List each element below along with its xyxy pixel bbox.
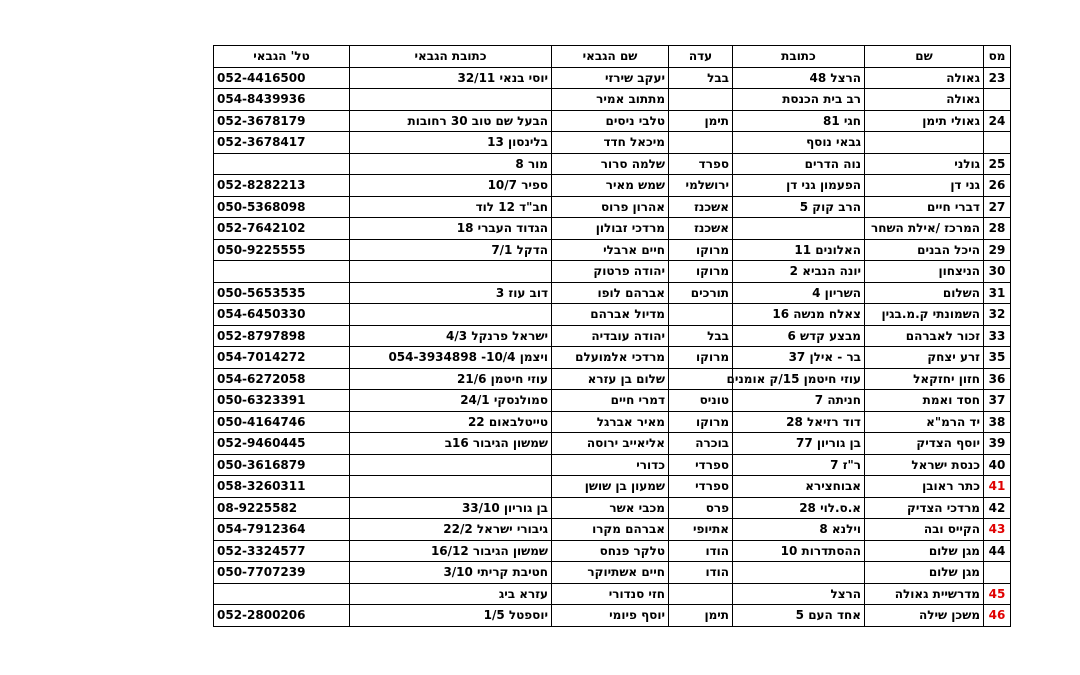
- row-num: 45: [984, 583, 1011, 605]
- row-gabai-phone: 050-5653535: [214, 282, 350, 304]
- row-name: גאולה: [865, 89, 984, 111]
- row-gabai-phone: 050-4164746: [214, 411, 350, 433]
- table-row: [214, 175, 1011, 197]
- row-gabai-phone: 08-9225582: [214, 497, 350, 519]
- row-gabai-name: אברהם לופו: [552, 282, 669, 304]
- header-name: שם: [865, 46, 984, 68]
- row-eda: ירושלמי: [669, 175, 733, 197]
- row-gabai-name: אליאייב ירוסה: [552, 433, 669, 455]
- row-eda: [669, 368, 733, 390]
- row-gabai-name: שלמה סרור: [552, 153, 669, 175]
- row-gabai-name: מאיר אברגל: [552, 411, 669, 433]
- row-gabai-address: ויצמן 10/4- 054-3934898: [350, 347, 552, 369]
- row-address: ההסתדרות 10: [733, 540, 865, 562]
- row-gabai-name: חזי סנדורי: [552, 583, 669, 605]
- row-name: המרכז /אילת השחר: [865, 218, 984, 240]
- row-gabai-phone: 054-6450330: [214, 304, 350, 326]
- row-name: זכור לאברהם: [865, 325, 984, 347]
- header-row: [214, 46, 1011, 68]
- table-row: [214, 261, 1011, 283]
- row-address: האלונים 11: [733, 239, 865, 261]
- row-gabai-address: טייטלבאום 22: [350, 411, 552, 433]
- row-name: השמונתי ק.מ.בגין: [865, 304, 984, 326]
- row-gabai-phone: 052-7642102: [214, 218, 350, 240]
- table-row: [214, 89, 1011, 111]
- row-num: 35: [984, 347, 1011, 369]
- table-row: [214, 153, 1011, 175]
- row-gabai-phone: 054-7912364: [214, 519, 350, 541]
- row-eda: מרוקו: [669, 347, 733, 369]
- row-eda: בבל: [669, 325, 733, 347]
- synagogue-table: [213, 45, 1011, 627]
- row-eda: מרוקו: [669, 261, 733, 283]
- row-gabai-address: יוסי בנאי 32/11: [350, 67, 552, 89]
- row-gabai-address: דוב עוז 3: [350, 282, 552, 304]
- row-gabai-phone: 058-3260311: [214, 476, 350, 498]
- row-name: גולני: [865, 153, 984, 175]
- row-name: מרדכי הצדיק: [865, 497, 984, 519]
- row-gabai-name: שלום בן עזרא: [552, 368, 669, 390]
- row-gabai-phone: 050-9225555: [214, 239, 350, 261]
- row-gabai-name: מרדכי זבולון: [552, 218, 669, 240]
- row-gabai-name: מדיול אברהם: [552, 304, 669, 326]
- row-num: [984, 562, 1011, 584]
- row-gabai-name: דמרי חיים: [552, 390, 669, 412]
- row-gabai-name: שמעון בן שושן: [552, 476, 669, 498]
- row-eda: טוניס: [669, 390, 733, 412]
- table-row: [214, 368, 1011, 390]
- row-eda: בוכרה: [669, 433, 733, 455]
- row-num: 28: [984, 218, 1011, 240]
- row-eda: תימן: [669, 605, 733, 627]
- row-gabai-phone: [214, 583, 350, 605]
- row-name: חסד ואמת: [865, 390, 984, 412]
- row-name: מדרשיית גאולה: [865, 583, 984, 605]
- row-name: הקייס ובה: [865, 519, 984, 541]
- table-row: [214, 347, 1011, 369]
- row-gabai-name: שמש מאיר: [552, 175, 669, 197]
- table-row: [214, 411, 1011, 433]
- table-row: [214, 282, 1011, 304]
- row-address: אחד העם 5: [733, 605, 865, 627]
- row-eda: מרוקו: [669, 411, 733, 433]
- row-eda: [669, 583, 733, 605]
- row-name: חזון יחזקאל: [865, 368, 984, 390]
- row-num: 27: [984, 196, 1011, 218]
- row-name: השלום: [865, 282, 984, 304]
- row-eda: ספרדי: [669, 454, 733, 476]
- row-eda: הודו: [669, 540, 733, 562]
- table-row: [214, 132, 1011, 154]
- row-gabai-address: ישראל פרנקל 4/3: [350, 325, 552, 347]
- row-num: 26: [984, 175, 1011, 197]
- header-gabai-phone: טל' הגבאי: [214, 46, 350, 68]
- row-eda: ספרד: [669, 153, 733, 175]
- table-row: [214, 218, 1011, 240]
- row-num: [984, 89, 1011, 111]
- table-row: [214, 583, 1011, 605]
- row-eda: בבל: [669, 67, 733, 89]
- row-gabai-phone: 050-6323391: [214, 390, 350, 412]
- row-gabai-address: שמשון הגיבור 16/12: [350, 540, 552, 562]
- row-name: משכן שילה: [865, 605, 984, 627]
- row-address: בן גוריון 77: [733, 433, 865, 455]
- table-row: [214, 110, 1011, 132]
- row-gabai-address: שמשון הגיבור 16ב: [350, 433, 552, 455]
- row-name: יד הרמ"א: [865, 411, 984, 433]
- row-gabai-address: סמולנסקי 24/1: [350, 390, 552, 412]
- row-gabai-address: יוספטל 1/5: [350, 605, 552, 627]
- row-gabai-address: [350, 261, 552, 283]
- row-eda: אשכנז: [669, 218, 733, 240]
- row-num: 31: [984, 282, 1011, 304]
- row-name: מגן שלום: [865, 540, 984, 562]
- table-row: [214, 497, 1011, 519]
- row-gabai-address: מור 8: [350, 153, 552, 175]
- row-num: 30: [984, 261, 1011, 283]
- row-address: צאלח מנשה 16: [733, 304, 865, 326]
- row-gabai-name: אהרון פרוס: [552, 196, 669, 218]
- row-num: 33: [984, 325, 1011, 347]
- row-num: 29: [984, 239, 1011, 261]
- row-eda: הודו: [669, 562, 733, 584]
- row-name: היכל הבנים: [865, 239, 984, 261]
- row-address: א.ס.לוי 28: [733, 497, 865, 519]
- row-gabai-name: יהודה פרטוק: [552, 261, 669, 283]
- row-name: גאולה: [865, 67, 984, 89]
- row-name: כתר ראובן: [865, 476, 984, 498]
- row-name: דברי חיים: [865, 196, 984, 218]
- table-row: [214, 519, 1011, 541]
- row-gabai-phone: 052-3324577: [214, 540, 350, 562]
- row-gabai-address: חב"ד 12 לוד: [350, 196, 552, 218]
- row-gabai-phone: 052-3678417: [214, 132, 350, 154]
- table-row: [214, 67, 1011, 89]
- row-num: 40: [984, 454, 1011, 476]
- row-gabai-name: טלבי ניסים: [552, 110, 669, 132]
- row-address: הפעמון גני דן: [733, 175, 865, 197]
- row-address: הרב קוק 5: [733, 196, 865, 218]
- row-address: דוד רזיאל 28: [733, 411, 865, 433]
- row-address: [733, 562, 865, 584]
- row-eda: מרוקו: [669, 239, 733, 261]
- row-eda: אתיופי: [669, 519, 733, 541]
- row-name: זרע יצחק: [865, 347, 984, 369]
- row-gabai-phone: 054-8439936: [214, 89, 350, 111]
- row-gabai-phone: 050-3616879: [214, 454, 350, 476]
- row-address: בר - אילן 37: [733, 347, 865, 369]
- row-gabai-address: חטיבת קריתי 3/10: [350, 562, 552, 584]
- row-gabai-address: עוזי חיטמן 21/6: [350, 368, 552, 390]
- row-gabai-phone: 052-8797898: [214, 325, 350, 347]
- table-row: [214, 325, 1011, 347]
- row-num: 38: [984, 411, 1011, 433]
- row-gabai-address: [350, 476, 552, 498]
- row-gabai-phone: [214, 261, 350, 283]
- row-gabai-name: אברהם מקרו: [552, 519, 669, 541]
- row-gabai-address: הגדוד העברי 18: [350, 218, 552, 240]
- row-name: יוסף הצדיק: [865, 433, 984, 455]
- row-address: הרצל 48: [733, 67, 865, 89]
- row-gabai-address: בן גוריון 33/10: [350, 497, 552, 519]
- row-eda: אשכנז: [669, 196, 733, 218]
- row-gabai-address: ספיר 10/7: [350, 175, 552, 197]
- row-gabai-name: יהודה עובדיה: [552, 325, 669, 347]
- row-gabai-phone: 050-7707239: [214, 562, 350, 584]
- table-row: [214, 390, 1011, 412]
- row-num: 37: [984, 390, 1011, 412]
- row-eda: תורכים: [669, 282, 733, 304]
- table-row: [214, 433, 1011, 455]
- row-name: הניצחון: [865, 261, 984, 283]
- row-gabai-name: מתתוב אמיר: [552, 89, 669, 111]
- row-num: 23: [984, 67, 1011, 89]
- row-num: 41: [984, 476, 1011, 498]
- row-gabai-name: חיים ארבלי: [552, 239, 669, 261]
- row-num: 24: [984, 110, 1011, 132]
- row-address: וילנא 8: [733, 519, 865, 541]
- row-gabai-name: יוסף פיומי: [552, 605, 669, 627]
- header-eda: עדה: [669, 46, 733, 68]
- table-row: [214, 454, 1011, 476]
- row-eda: [669, 132, 733, 154]
- row-gabai-address: גיבורי ישראל 22/2: [350, 519, 552, 541]
- row-name: גאולי תימן: [865, 110, 984, 132]
- row-address: גבאי נוסף: [733, 132, 865, 154]
- row-gabai-phone: 054-7014272: [214, 347, 350, 369]
- header-gabai-name: שם הגבאי: [552, 46, 669, 68]
- row-num: [984, 132, 1011, 154]
- row-gabai-name: מיכאל חדד: [552, 132, 669, 154]
- header-address: כתובת: [733, 46, 865, 68]
- header-gabai-address: כתובת הגבאי: [350, 46, 552, 68]
- table-row: [214, 562, 1011, 584]
- row-num: 42: [984, 497, 1011, 519]
- row-address: מבצע קדש 6: [733, 325, 865, 347]
- row-eda: ספרדי: [669, 476, 733, 498]
- row-num: 43: [984, 519, 1011, 541]
- row-name: גני דן: [865, 175, 984, 197]
- row-gabai-address: [350, 304, 552, 326]
- table-row: [214, 196, 1011, 218]
- row-num: 32: [984, 304, 1011, 326]
- row-gabai-name: מכבי אשר: [552, 497, 669, 519]
- row-gabai-address: עזרא ביג: [350, 583, 552, 605]
- row-gabai-phone: 052-3678179: [214, 110, 350, 132]
- row-address: השריון 4: [733, 282, 865, 304]
- row-address: אבוחצירא: [733, 476, 865, 498]
- row-address: ר"ז 7: [733, 454, 865, 476]
- row-address: עוזי חיטמן 15/ק אומנים: [733, 368, 865, 390]
- row-gabai-phone: 052-8282213: [214, 175, 350, 197]
- row-num: 25: [984, 153, 1011, 175]
- row-gabai-phone: 050-5368098: [214, 196, 350, 218]
- row-eda: [669, 89, 733, 111]
- row-num: 46: [984, 605, 1011, 627]
- row-gabai-phone: 054-6272058: [214, 368, 350, 390]
- row-name: [865, 132, 984, 154]
- row-gabai-phone: [214, 153, 350, 175]
- row-gabai-address: [350, 89, 552, 111]
- row-address: חניתה 7: [733, 390, 865, 412]
- row-name: מגן שלום: [865, 562, 984, 584]
- row-address: נוה הדרים: [733, 153, 865, 175]
- header-num: מס: [984, 46, 1011, 68]
- row-gabai-address: הבעל שם טוב 30 רחובות: [350, 110, 552, 132]
- row-eda: [669, 304, 733, 326]
- row-gabai-name: כדורי: [552, 454, 669, 476]
- row-num: 39: [984, 433, 1011, 455]
- row-gabai-phone: 052-2800206: [214, 605, 350, 627]
- row-gabai-name: חיים אשתיוקר: [552, 562, 669, 584]
- row-gabai-phone: 052-9460445: [214, 433, 350, 455]
- row-address: יונה הנביא 2: [733, 261, 865, 283]
- row-eda: פרס: [669, 497, 733, 519]
- table-row: [214, 476, 1011, 498]
- row-name: כנסת ישראל: [865, 454, 984, 476]
- row-address: הרצל: [733, 583, 865, 605]
- row-address: [733, 218, 865, 240]
- row-gabai-address: הדקל 7/1: [350, 239, 552, 261]
- row-gabai-name: מרדכי אלמועלם: [552, 347, 669, 369]
- row-address: חגי 81: [733, 110, 865, 132]
- table-row: [214, 540, 1011, 562]
- row-gabai-name: טלקר פנחס: [552, 540, 669, 562]
- table-row: [214, 239, 1011, 261]
- row-gabai-name: יעקב שירזי: [552, 67, 669, 89]
- row-address: רב בית הכנסת: [733, 89, 865, 111]
- table-row: [214, 304, 1011, 326]
- row-gabai-address: [350, 454, 552, 476]
- row-num: 44: [984, 540, 1011, 562]
- row-gabai-phone: 052-4416500: [214, 67, 350, 89]
- row-gabai-address: בלינסון 13: [350, 132, 552, 154]
- row-eda: תימן: [669, 110, 733, 132]
- row-num: 36: [984, 368, 1011, 390]
- table-row: [214, 605, 1011, 627]
